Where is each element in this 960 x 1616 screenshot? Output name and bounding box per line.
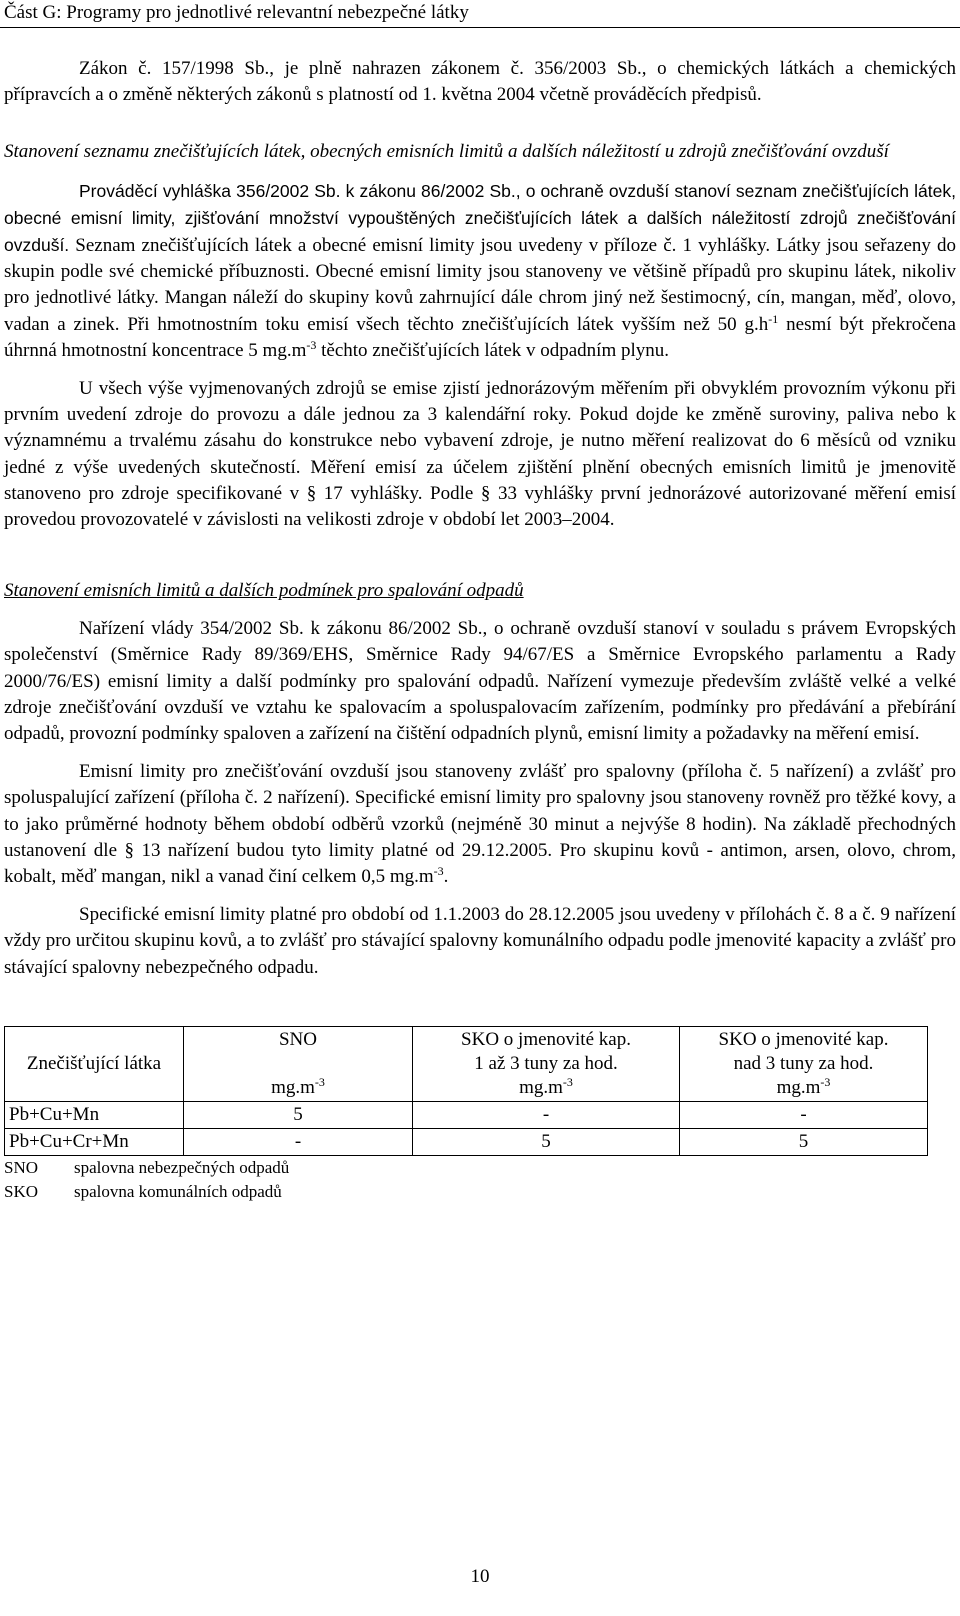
legend-abbr: SKO: [4, 1181, 39, 1201]
legend-text: spalovna komunálních odpadů: [74, 1181, 282, 1201]
intro-paragraph: [4, 56, 956, 108]
table-legend: [4, 1156, 956, 1204]
section2-heading: Stanovení emisních limitů a dalších podmínek pro spalování odpadů: [4, 580, 524, 602]
header-title: Část G: Programy pro jednotlivé relevantní nebezpečné látky: [4, 2, 469, 23]
legend-item: [4, 1180, 956, 1204]
section1-heading: Stanovení seznamu znečišťujících látek, obecných emisních limitů a dalších náležitostí u zdrojů znečišťování ovzduší: [4, 141, 889, 163]
col-header-sko-small: SKO o jmenovité kap. 1 až 3 tuny za hod. $mg.m^{-3}$: [413, 1026, 680, 1101]
section1-p1-c: nesmí být překročena úhrnná hmotnostní koncentrace 5 mg.m: [4, 313, 956, 361]
page-header: [0, 0, 960, 28]
cell-substance: Pb+Cu+Cr+Mn: [5, 1128, 184, 1155]
section1-paragraph2: U všech výše vyjmenovaných zdrojů se emise zjistí jednorázovým měřením při obvyklém provozním výkonu při prvním uvedení zdroje do provozu a dále jednou za 3 kalendářní roky. Pokud dojde ke změně suroviny, paliva nebo k významnému a trvalému zásahu do konstrukce nebo vybavení zdroje, je nutno měření realizovat do 6 měsíců od vzniku jedné z výše uvedených skutečností. Měření emisí za účelem zjištění plnění obecných emisních limitů je jmenovitě stanoveno pro zdroje specifikované v § 17 vyhlášky. Podle § 33 vyhlášky první jednorázové autorizované měření emisí provedou provozovatelé v závislosti na velikosti zdroje v období let 2003–2004.: [4, 378, 956, 531]
section1-p1-sup2: -3: [306, 337, 317, 352]
table-header-row: [5, 1026, 928, 1101]
section2-paragraph3: Specifické emisní limity platné pro období od 1.1.2003 do 28.12.2005 jsou uvedeny v přílohách č. 8 a č. 9 nařízení vždy pro určitou skupinu kovů, a to zvlášť pro stávající spalovny komunálního odpadu podle jmenovité kapacity a zvlášť pro stávající spalovny nebezpečného odpadu.: [4, 904, 956, 978]
section1-p1-b: Seznam znečišťujících látek a obecné emisní limity jsou uvedeny v příloze č. 1 vyhlášky. Látky jsou seřazeny do skupin podle své chemické příbuznosti. Obecné emisní limity jsou stanoveny ve většině případů pro skupinu látek, nikoliv pro jednotlivé látky. Mangan náleží do skupiny kovů zahrnující dále chrom jiný než šestimocný, cín, mangan, měď, olovo, vadan a zinek. Při hmotnostním toku emisí všech těchto znečišťujících látek vyšším než 50 g.h: [4, 235, 956, 335]
section2-p2-sup: -3: [433, 864, 444, 879]
cell-sko-small: -: [413, 1101, 680, 1128]
col-header-sko-large: SKO o jmenovité kap. nad 3 tuny za hod. $mg.m^{-3}$: [680, 1026, 928, 1101]
decree-reference: Prováděcí vyhláška 356/2002 Sb. k zákonu 86/2002 Sb.: [79, 180, 516, 201]
emission-limits-table: [4, 1026, 928, 1156]
cell-sko-small: 5: [413, 1128, 680, 1155]
cell-sko-large: 5: [680, 1128, 928, 1155]
section2-p2-a: Emisní limity pro znečišťování ovzduší jsou stanoveny zvlášť pro spalovny (příloha č. 5 nařízení) a zvlášť pro spoluspalující zařízení (příloha č. 2 nařízení). Specifické emisní limity pro spalovny jsou stanoveny rovněž pro těžké kovy, a to jako průměrné hodnoty během období odběrů vzorků (nejméně 30 minut a nejvýše 8 hodin). Na základě přechodných ustanovení dle § 13 nařízení budou tyto limity platné od 29.12.2005. Pro skupinu kovů - antimon, arsen, olovo, chrom, kobalt, měď mangan, nikl a vanad činí celkem 0,5 mg.m: [4, 761, 956, 888]
cell-sko-large: -: [680, 1101, 928, 1128]
section2-paragraph2: [4, 759, 956, 890]
table-row: [5, 1101, 928, 1128]
section1-p1-a: , o ochraně ovzduší stanoví seznam znečišťujících látek, obecné emisní limity, zjišťování množství vypouštěných znečišťujících látek a dalších náležitostí zdrojů znečišťování ovzduší.: [4, 180, 956, 256]
cell-substance: Pb+Cu+Mn: [5, 1101, 184, 1128]
section1-p1-d: těchto znečišťujících látek v odpadním plynu.: [316, 339, 670, 361]
section2-p2-b: .: [443, 866, 449, 888]
cell-sno: 5: [184, 1101, 413, 1128]
legend-abbr: SNO: [4, 1157, 39, 1177]
legend-text: spalovna nebezpečných odpadů: [74, 1157, 290, 1177]
page-number: 10: [470, 1566, 490, 1587]
table-row: [5, 1128, 928, 1155]
document-body: [4, 56, 956, 1204]
cell-sno: -: [184, 1128, 413, 1155]
col-header-sno: SNO $mg.m^{-3}$: [184, 1026, 413, 1101]
section2-paragraph1: Nařízení vlády 354/2002 Sb. k zákonu 86/2002 Sb., o ochraně ovzduší stanoví v souladu s právem Evropských společenství (Směrnice Rady 89/369/EHS, Směrnice Rady 94/67/ES a Směrnice Evropského parlamentu a Rady 2000/76/ES) emisní limity a další podmínky pro spalování odpadů. Nařízení vymezuje především zvláště velké a velké zdroje znečišťování ovzduší ve vztahu ke spalovacím a spoluspalovacím zařízením, podmínky pro předávání a přebírání odpadů, provozní podmínky spaloven a zařízení na čištění odpadních plynů, emisní limity a požadavky na měření emisí.: [4, 618, 956, 745]
intro-text: Zákon č. 157/1998 Sb., je plně nahrazen zákonem č. 356/2003 Sb., o chemických látkách a chemických přípravcích a o změně některých zákonů s platností od 1. května 2004 včetně prováděcích předpisů.: [4, 58, 956, 106]
col-header-substance: Znečišťující látka: [5, 1026, 184, 1101]
section1-paragraph1: [4, 178, 956, 364]
section1-p1-sup1: -1: [768, 311, 779, 326]
legend-item: [4, 1156, 956, 1180]
